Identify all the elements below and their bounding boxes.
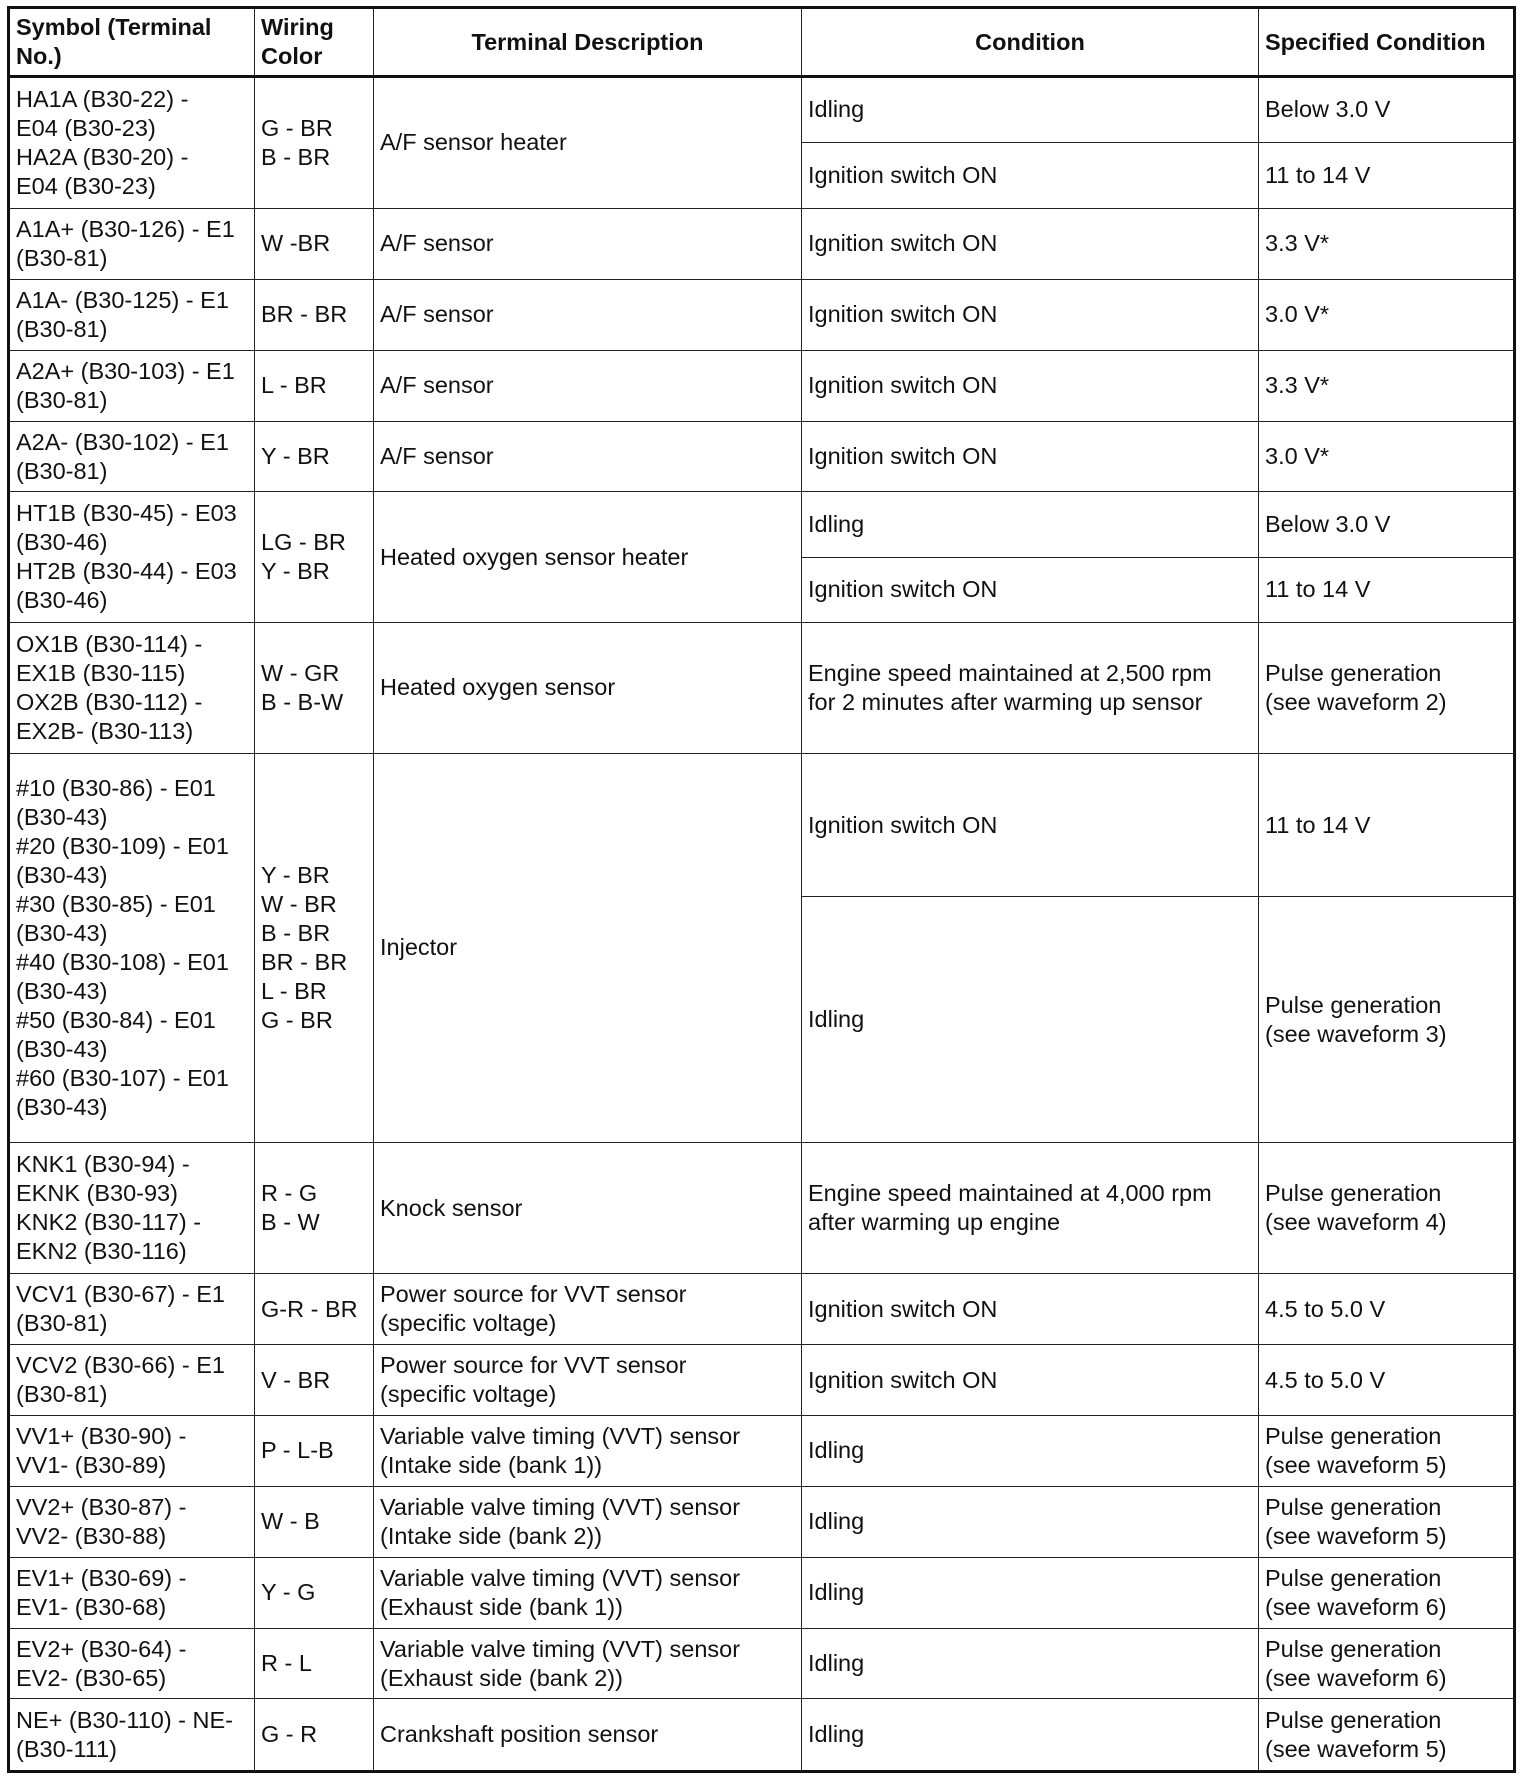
- cell-symbol: VV1+ (B30-90) - VV1- (B30-89): [9, 1415, 255, 1486]
- cell-wiring-color: G-R - BR: [255, 1273, 374, 1344]
- table-row: [9, 1143, 1515, 1274]
- table-row: [9, 77, 1515, 143]
- cell-symbol: VCV2 (B30-66) - E1 (B30-81): [9, 1345, 255, 1415]
- cell-condition: Idling: [802, 77, 1259, 143]
- cell-wiring-color: P - L-B: [255, 1415, 374, 1486]
- cell-condition: Idling: [802, 1487, 1259, 1557]
- table-row: [9, 492, 1515, 557]
- cell-specified-condition: Below 3.0 V: [1259, 492, 1515, 557]
- cell-symbol: VV2+ (B30-87) - VV2- (B30-88): [9, 1487, 255, 1557]
- cell-condition: Ignition switch ON: [802, 753, 1259, 897]
- cell-specified-condition: 3.0 V*: [1259, 422, 1515, 492]
- cell-terminal-description: A/F sensor: [374, 280, 802, 350]
- cell-specified-condition: Pulse generation (see waveform 5): [1259, 1415, 1515, 1486]
- cell-specified-condition: 11 to 14 V: [1259, 753, 1515, 897]
- cell-terminal-description: Heated oxygen sensor heater: [374, 492, 802, 623]
- cell-condition: Idling: [802, 1557, 1259, 1628]
- cell-wiring-color: Y - G: [255, 1557, 374, 1628]
- cell-wiring-color: G - R: [255, 1699, 374, 1772]
- cell-specified-condition: Pulse generation (see waveform 5): [1259, 1487, 1515, 1557]
- cell-specified-condition: Pulse generation (see waveform 6): [1259, 1628, 1515, 1698]
- cell-wiring-color: Y - BR W - BR B - BR BR - BR L - BR G - BR: [255, 753, 374, 1143]
- cell-condition: Ignition switch ON: [802, 280, 1259, 350]
- cell-condition: Idling: [802, 1415, 1259, 1486]
- cell-condition: Ignition switch ON: [802, 422, 1259, 492]
- cell-condition: Idling: [802, 1628, 1259, 1698]
- cell-condition: Ignition switch ON: [802, 1345, 1259, 1415]
- header-condition: Condition: [802, 8, 1259, 77]
- cell-wiring-color: LG - BR Y - BR: [255, 492, 374, 623]
- cell-specified-condition: 11 to 14 V: [1259, 142, 1515, 208]
- cell-terminal-description: Variable valve timing (VVT) sensor (Intake side (bank 1)): [374, 1415, 802, 1486]
- cell-symbol: EV2+ (B30-64) - EV2- (B30-65): [9, 1628, 255, 1698]
- table-row: [9, 1557, 1515, 1628]
- cell-specified-condition: Pulse generation (see waveform 5): [1259, 1699, 1515, 1772]
- cell-terminal-description: Variable valve timing (VVT) sensor (Exhaust side (bank 1)): [374, 1557, 802, 1628]
- cell-specified-condition: Pulse generation (see waveform 4): [1259, 1143, 1515, 1274]
- cell-terminal-description: A/F sensor: [374, 350, 802, 421]
- cell-specified-condition: Pulse generation (see waveform 2): [1259, 622, 1515, 753]
- cell-terminal-description: Power source for VVT sensor (specific voltage): [374, 1273, 802, 1344]
- cell-symbol: A1A+ (B30-126) - E1 (B30-81): [9, 208, 255, 279]
- table-row: [9, 622, 1515, 753]
- table-row: [9, 753, 1515, 897]
- cell-terminal-description: Variable valve timing (VVT) sensor (Exhaust side (bank 2)): [374, 1628, 802, 1698]
- cell-terminal-description: A/F sensor: [374, 422, 802, 492]
- table-row: [9, 1415, 1515, 1486]
- cell-terminal-description: Heated oxygen sensor: [374, 622, 802, 753]
- cell-wiring-color: W -BR: [255, 208, 374, 279]
- header-wiring-color: Wiring Color: [255, 8, 374, 77]
- cell-condition: Idling: [802, 1699, 1259, 1772]
- cell-terminal-description: Knock sensor: [374, 1143, 802, 1274]
- cell-terminal-description: A/F sensor heater: [374, 77, 802, 209]
- table-row: [9, 1487, 1515, 1557]
- cell-condition: Ignition switch ON: [802, 1273, 1259, 1344]
- cell-specified-condition: 3.3 V*: [1259, 350, 1515, 421]
- table-row: [9, 350, 1515, 421]
- cell-terminal-description: Variable valve timing (VVT) sensor (Intake side (bank 2)): [374, 1487, 802, 1557]
- cell-wiring-color: G - BR B - BR: [255, 77, 374, 209]
- cell-specified-condition: Below 3.0 V: [1259, 77, 1515, 143]
- cell-condition: Ignition switch ON: [802, 208, 1259, 279]
- cell-symbol: A2A+ (B30-103) - E1 (B30-81): [9, 350, 255, 421]
- cell-wiring-color: Y - BR: [255, 422, 374, 492]
- cell-wiring-color: W - B: [255, 1487, 374, 1557]
- cell-terminal-description: Power source for VVT sensor (specific voltage): [374, 1345, 802, 1415]
- cell-symbol: OX1B (B30-114) - EX1B (B30-115) OX2B (B30-112) - EX2B- (B30-113): [9, 622, 255, 753]
- cell-specified-condition: 11 to 14 V: [1259, 557, 1515, 622]
- cell-symbol: NE+ (B30-110) - NE- (B30-111): [9, 1699, 255, 1772]
- cell-condition: Ignition switch ON: [802, 142, 1259, 208]
- table-row: [9, 1699, 1515, 1772]
- cell-condition: Idling: [802, 492, 1259, 557]
- cell-symbol: HA1A (B30-22) - E04 (B30-23) HA2A (B30-20) - E04 (B30-23): [9, 77, 255, 209]
- cell-specified-condition: Pulse generation (see waveform 3): [1259, 897, 1515, 1143]
- table-row: [9, 422, 1515, 492]
- cell-symbol: A2A- (B30-102) - E1 (B30-81): [9, 422, 255, 492]
- cell-terminal-description: Injector: [374, 753, 802, 1143]
- cell-terminal-description: Crankshaft position sensor: [374, 1699, 802, 1772]
- cell-symbol: #10 (B30-86) - E01 (B30-43) #20 (B30-109) - E01 (B30-43) #30 (B30-85) - E01 (B30-43) #40 (B30-108) - E01 (B30-43) #50 (B30-84) - E01 (B30-43) #60 (B30-107) - E01 (B30-43): [9, 753, 255, 1143]
- cell-specified-condition: 4.5 to 5.0 V: [1259, 1273, 1515, 1344]
- cell-wiring-color: R - G B - W: [255, 1143, 374, 1274]
- cell-wiring-color: L - BR: [255, 350, 374, 421]
- header-symbol: Symbol (Terminal No.): [9, 8, 255, 77]
- table-row: [9, 208, 1515, 279]
- table-row: [9, 1345, 1515, 1415]
- cell-specified-condition: 3.3 V*: [1259, 208, 1515, 279]
- header-terminal-description: Terminal Description: [374, 8, 802, 77]
- table-body: [9, 77, 1515, 1772]
- cell-wiring-color: BR - BR: [255, 280, 374, 350]
- cell-symbol: A1A- (B30-125) - E1 (B30-81): [9, 280, 255, 350]
- cell-symbol: EV1+ (B30-69) - EV1- (B30-68): [9, 1557, 255, 1628]
- cell-specified-condition: Pulse generation (see waveform 6): [1259, 1557, 1515, 1628]
- cell-terminal-description: A/F sensor: [374, 208, 802, 279]
- ecm-terminal-table: [7, 6, 1516, 1773]
- cell-condition: Ignition switch ON: [802, 557, 1259, 622]
- cell-condition: Engine speed maintained at 4,000 rpm after warming up engine: [802, 1143, 1259, 1274]
- cell-wiring-color: W - GR B - B-W: [255, 622, 374, 753]
- table-row: [9, 1273, 1515, 1344]
- cell-symbol: HT1B (B30-45) - E03 (B30-46) HT2B (B30-44) - E03 (B30-46): [9, 492, 255, 623]
- cell-condition: Idling: [802, 897, 1259, 1143]
- cell-specified-condition: 3.0 V*: [1259, 280, 1515, 350]
- table-row: [9, 280, 1515, 350]
- cell-wiring-color: R - L: [255, 1628, 374, 1698]
- cell-condition: Ignition switch ON: [802, 350, 1259, 421]
- cell-specified-condition: 4.5 to 5.0 V: [1259, 1345, 1515, 1415]
- table-row: [9, 1628, 1515, 1698]
- cell-wiring-color: V - BR: [255, 1345, 374, 1415]
- table-header: [9, 8, 1515, 77]
- cell-symbol: VCV1 (B30-67) - E1 (B30-81): [9, 1273, 255, 1344]
- cell-symbol: KNK1 (B30-94) - EKNK (B30-93) KNK2 (B30-117) - EKN2 (B30-116): [9, 1143, 255, 1274]
- header-row: [9, 8, 1515, 77]
- header-specified-condition: Specified Condition: [1259, 8, 1515, 77]
- cell-condition: Engine speed maintained at 2,500 rpm for 2 minutes after warming up sensor: [802, 622, 1259, 753]
